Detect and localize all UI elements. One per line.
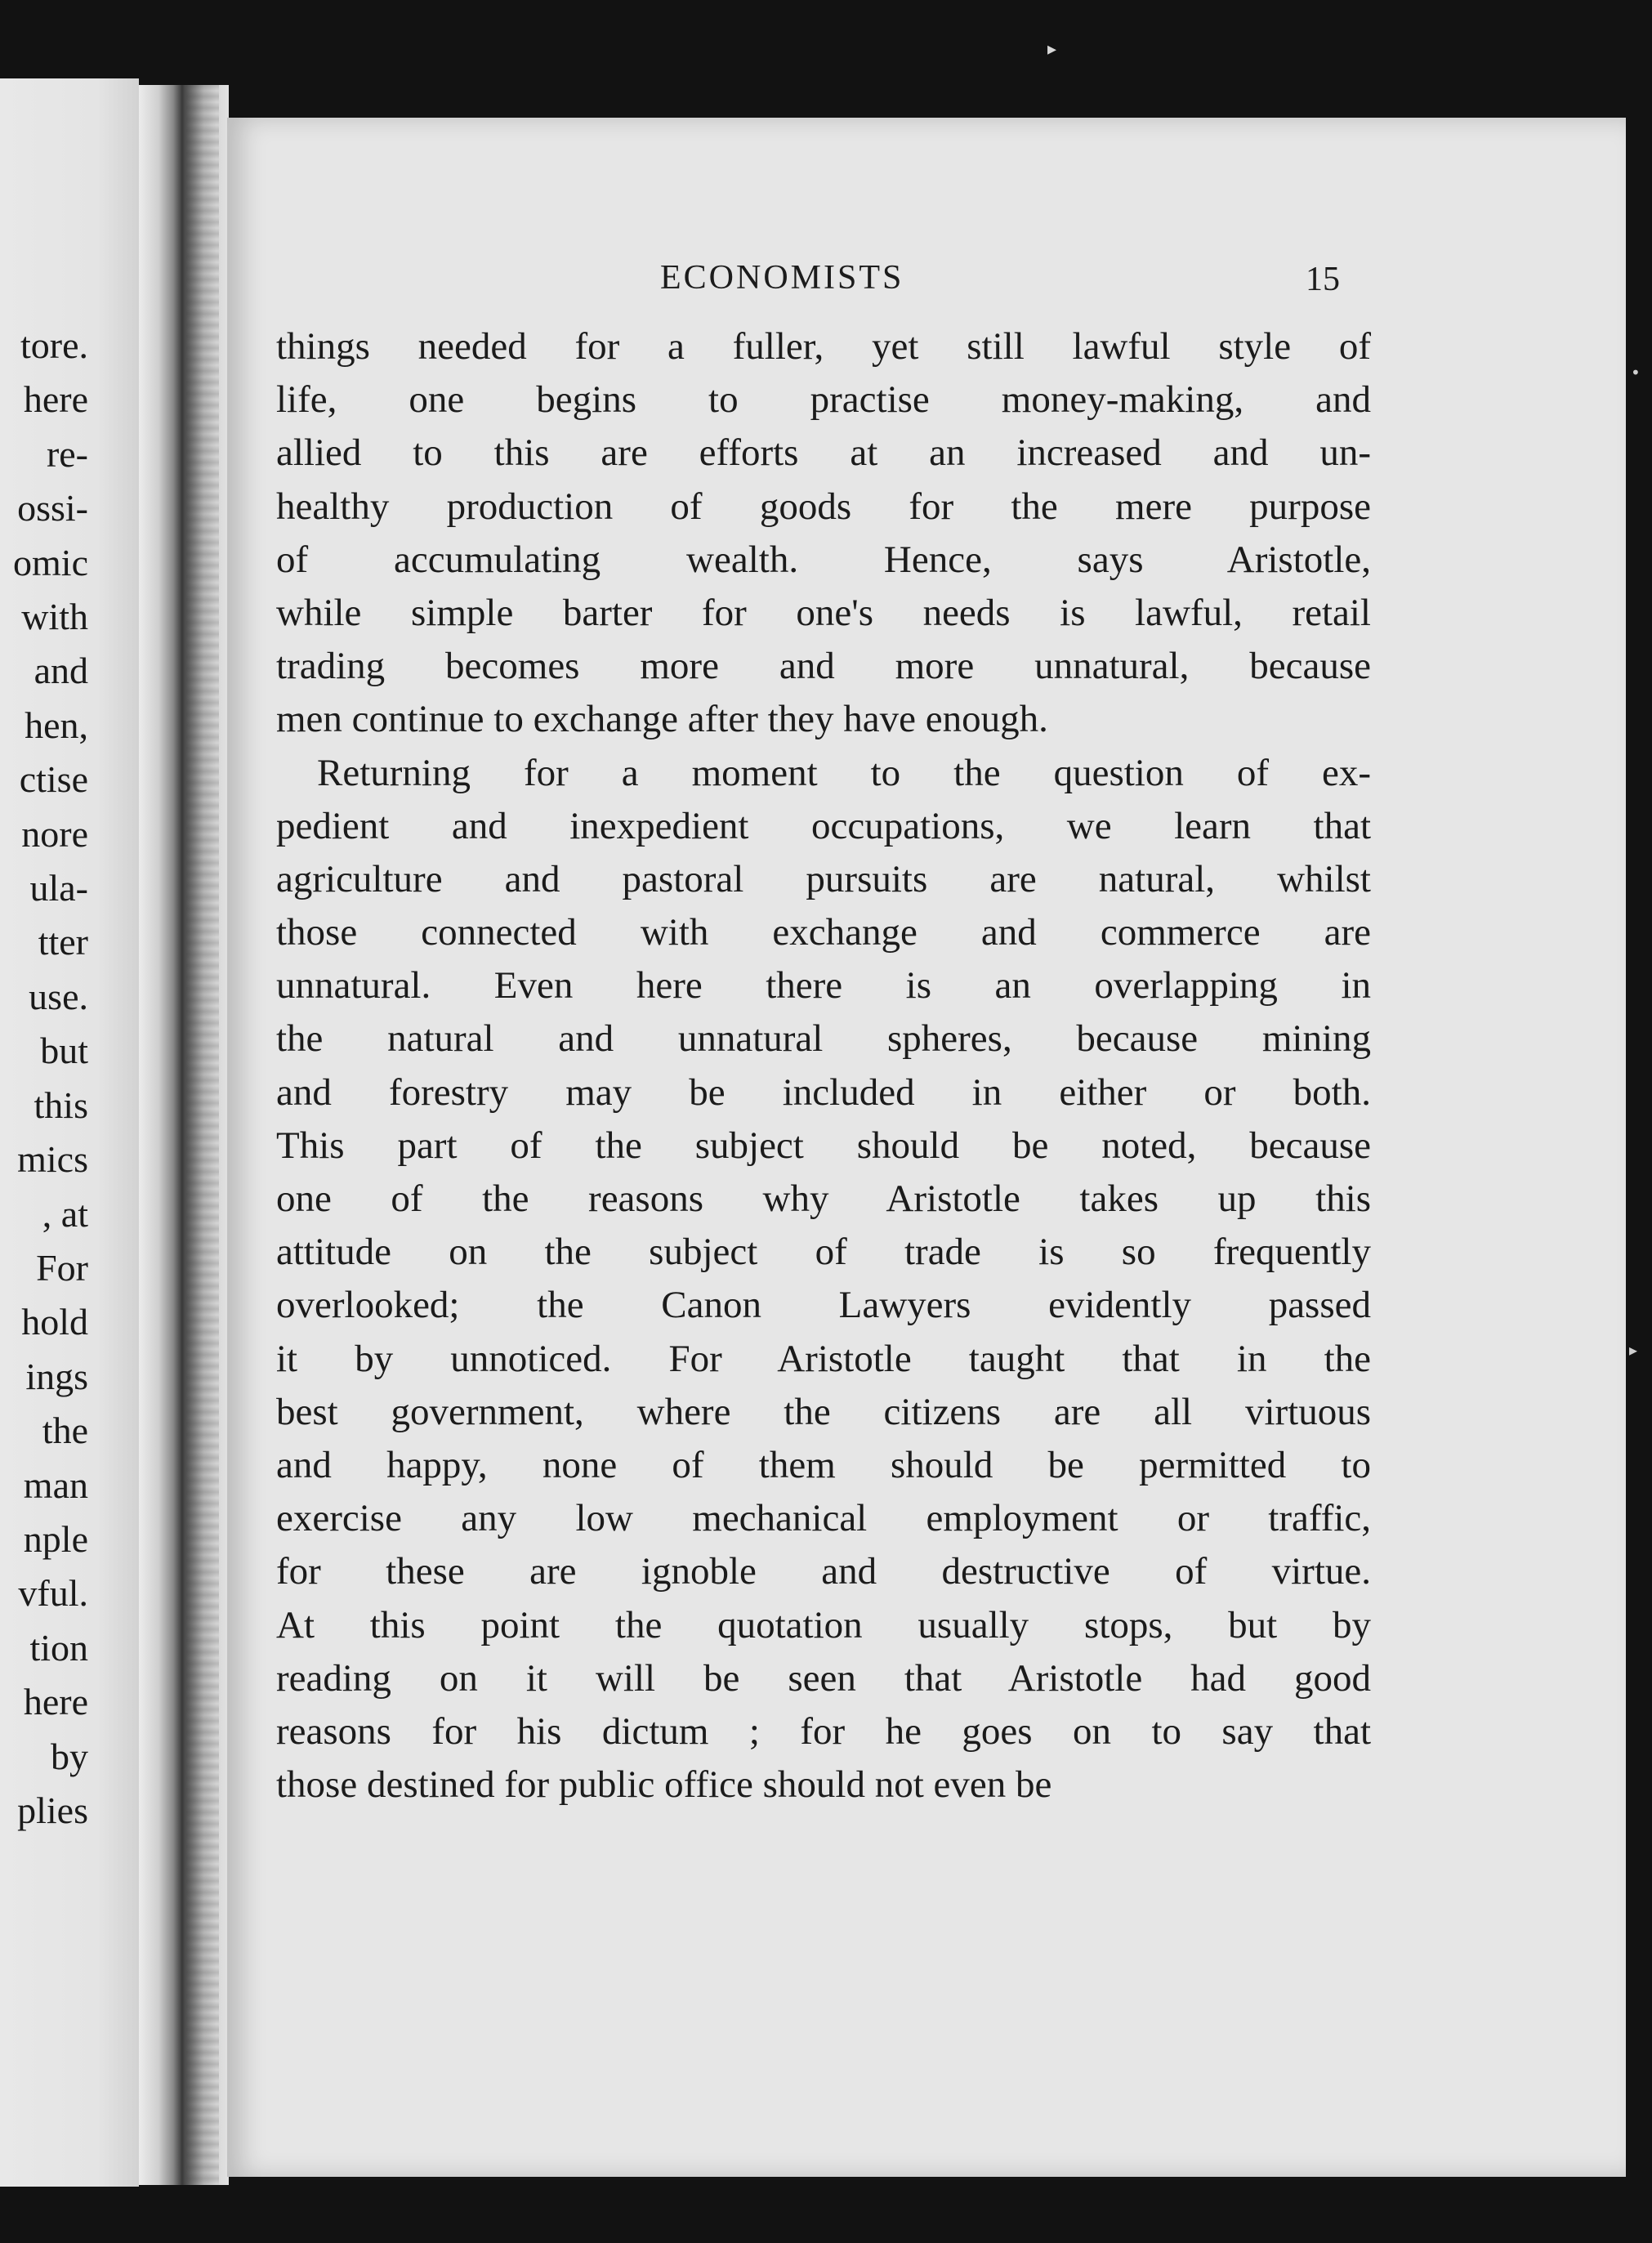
text-line: unnatural. Even here there is an overlapping in bbox=[276, 964, 1371, 1008]
text-line: healthy production of goods for the mere purpose bbox=[276, 485, 1371, 528]
left-line: use. bbox=[29, 975, 88, 1017]
left-page-text bbox=[0, 319, 88, 1838]
text-line: life, one begins to practise money-making, and bbox=[276, 378, 1371, 422]
left-line: vful. bbox=[18, 1572, 88, 1615]
scan-edge-speck: ▸ bbox=[1629, 1340, 1638, 1360]
text-line: men continue to exchange after they have enough. bbox=[276, 698, 1048, 741]
left-line: tter bbox=[38, 921, 88, 963]
text-line: things needed for a fuller, yet still lawful style of bbox=[276, 325, 1371, 368]
page-content bbox=[227, 118, 1626, 2177]
left-line: ula- bbox=[29, 867, 88, 909]
left-line: , at bbox=[42, 1192, 88, 1235]
text-line: one of the reasons why Aristotle takes up this bbox=[276, 1177, 1371, 1220]
left-line: by bbox=[51, 1735, 88, 1777]
text-line: best government, where the citizens are all virtuous bbox=[276, 1390, 1371, 1433]
page-number: 15 bbox=[1306, 261, 1340, 298]
text-line: trading becomes more and more unnatural, because bbox=[276, 645, 1371, 688]
text-line: of accumulating wealth. Hence, says Aristotle, bbox=[276, 538, 1371, 581]
left-line: here bbox=[23, 1681, 88, 1723]
running-title: ECONOMISTS bbox=[660, 259, 904, 297]
left-line: nple bbox=[23, 1517, 88, 1560]
text-line: those destined for public office should not even be bbox=[276, 1763, 1052, 1807]
left-line: ings bbox=[25, 1355, 88, 1397]
text-line: exercise any low mechanical employment or traffic, bbox=[276, 1497, 1371, 1540]
left-line: re- bbox=[46, 432, 88, 475]
text-line: At this point the quotation usually stops, but by bbox=[276, 1603, 1371, 1647]
left-line: and bbox=[33, 650, 88, 692]
left-line: nore bbox=[21, 812, 88, 855]
text-line: it by unnoticed. For Aristotle taught that in the bbox=[276, 1337, 1371, 1380]
text-line: This part of the subject should be noted, because bbox=[276, 1124, 1371, 1167]
left-line: tore. bbox=[20, 324, 88, 366]
text-line: reasons for his dictum ; for he goes on to say that bbox=[276, 1709, 1371, 1753]
left-line: hold bbox=[21, 1301, 88, 1343]
left-line: tion bbox=[29, 1626, 88, 1669]
gutter-stitching bbox=[186, 85, 219, 2185]
scan-edge-speck: • bbox=[1631, 363, 1641, 382]
left-line: with bbox=[21, 596, 88, 638]
text-line: reading on it will be seen that Aristotle had good bbox=[276, 1656, 1371, 1700]
text-line: pedient and inexpedient occupations, we learn that bbox=[276, 804, 1371, 847]
body-text bbox=[276, 320, 1371, 1812]
left-line: here bbox=[23, 378, 88, 421]
left-line: For bbox=[36, 1246, 88, 1289]
text-line: and forestry may be included in either or both. bbox=[276, 1070, 1371, 1114]
left-line: the bbox=[42, 1410, 88, 1452]
left-line: mics bbox=[17, 1138, 88, 1181]
text-line: agriculture and pastoral pursuits are natural, whilst bbox=[276, 857, 1371, 900]
left-line: this bbox=[33, 1084, 88, 1126]
running-head bbox=[227, 258, 1626, 307]
left-line: ctise bbox=[19, 758, 88, 801]
left-line: but bbox=[40, 1030, 88, 1072]
right-page bbox=[227, 118, 1626, 2177]
text-line: for these are ignoble and destructive of virtue. bbox=[276, 1550, 1371, 1593]
text-line: while simple barter for one's needs is lawful, retail bbox=[276, 591, 1371, 634]
left-line: hen, bbox=[25, 704, 88, 746]
text-line: overlooked; the Canon Lawyers evidently passed bbox=[276, 1284, 1371, 1327]
text-line: attitude on the subject of trade is so frequently bbox=[276, 1231, 1371, 1274]
text-line: allied to this are efforts at an increased and un- bbox=[276, 431, 1371, 475]
text-line: the natural and unnatural spheres, because mining bbox=[276, 1017, 1371, 1061]
left-line: man bbox=[23, 1463, 88, 1506]
left-line: omic bbox=[13, 541, 88, 583]
text-line: and happy, none of them should be permitted to bbox=[276, 1443, 1371, 1486]
left-line: ossi- bbox=[17, 487, 88, 529]
scan-speck: ▸ bbox=[1047, 39, 1057, 60]
text-line: Returning for a moment to the question of ex- bbox=[317, 751, 1371, 794]
text-line: those connected with exchange and commerce are bbox=[276, 911, 1371, 954]
left-page-fragment bbox=[0, 78, 139, 2187]
left-line: plies bbox=[17, 1789, 88, 1831]
